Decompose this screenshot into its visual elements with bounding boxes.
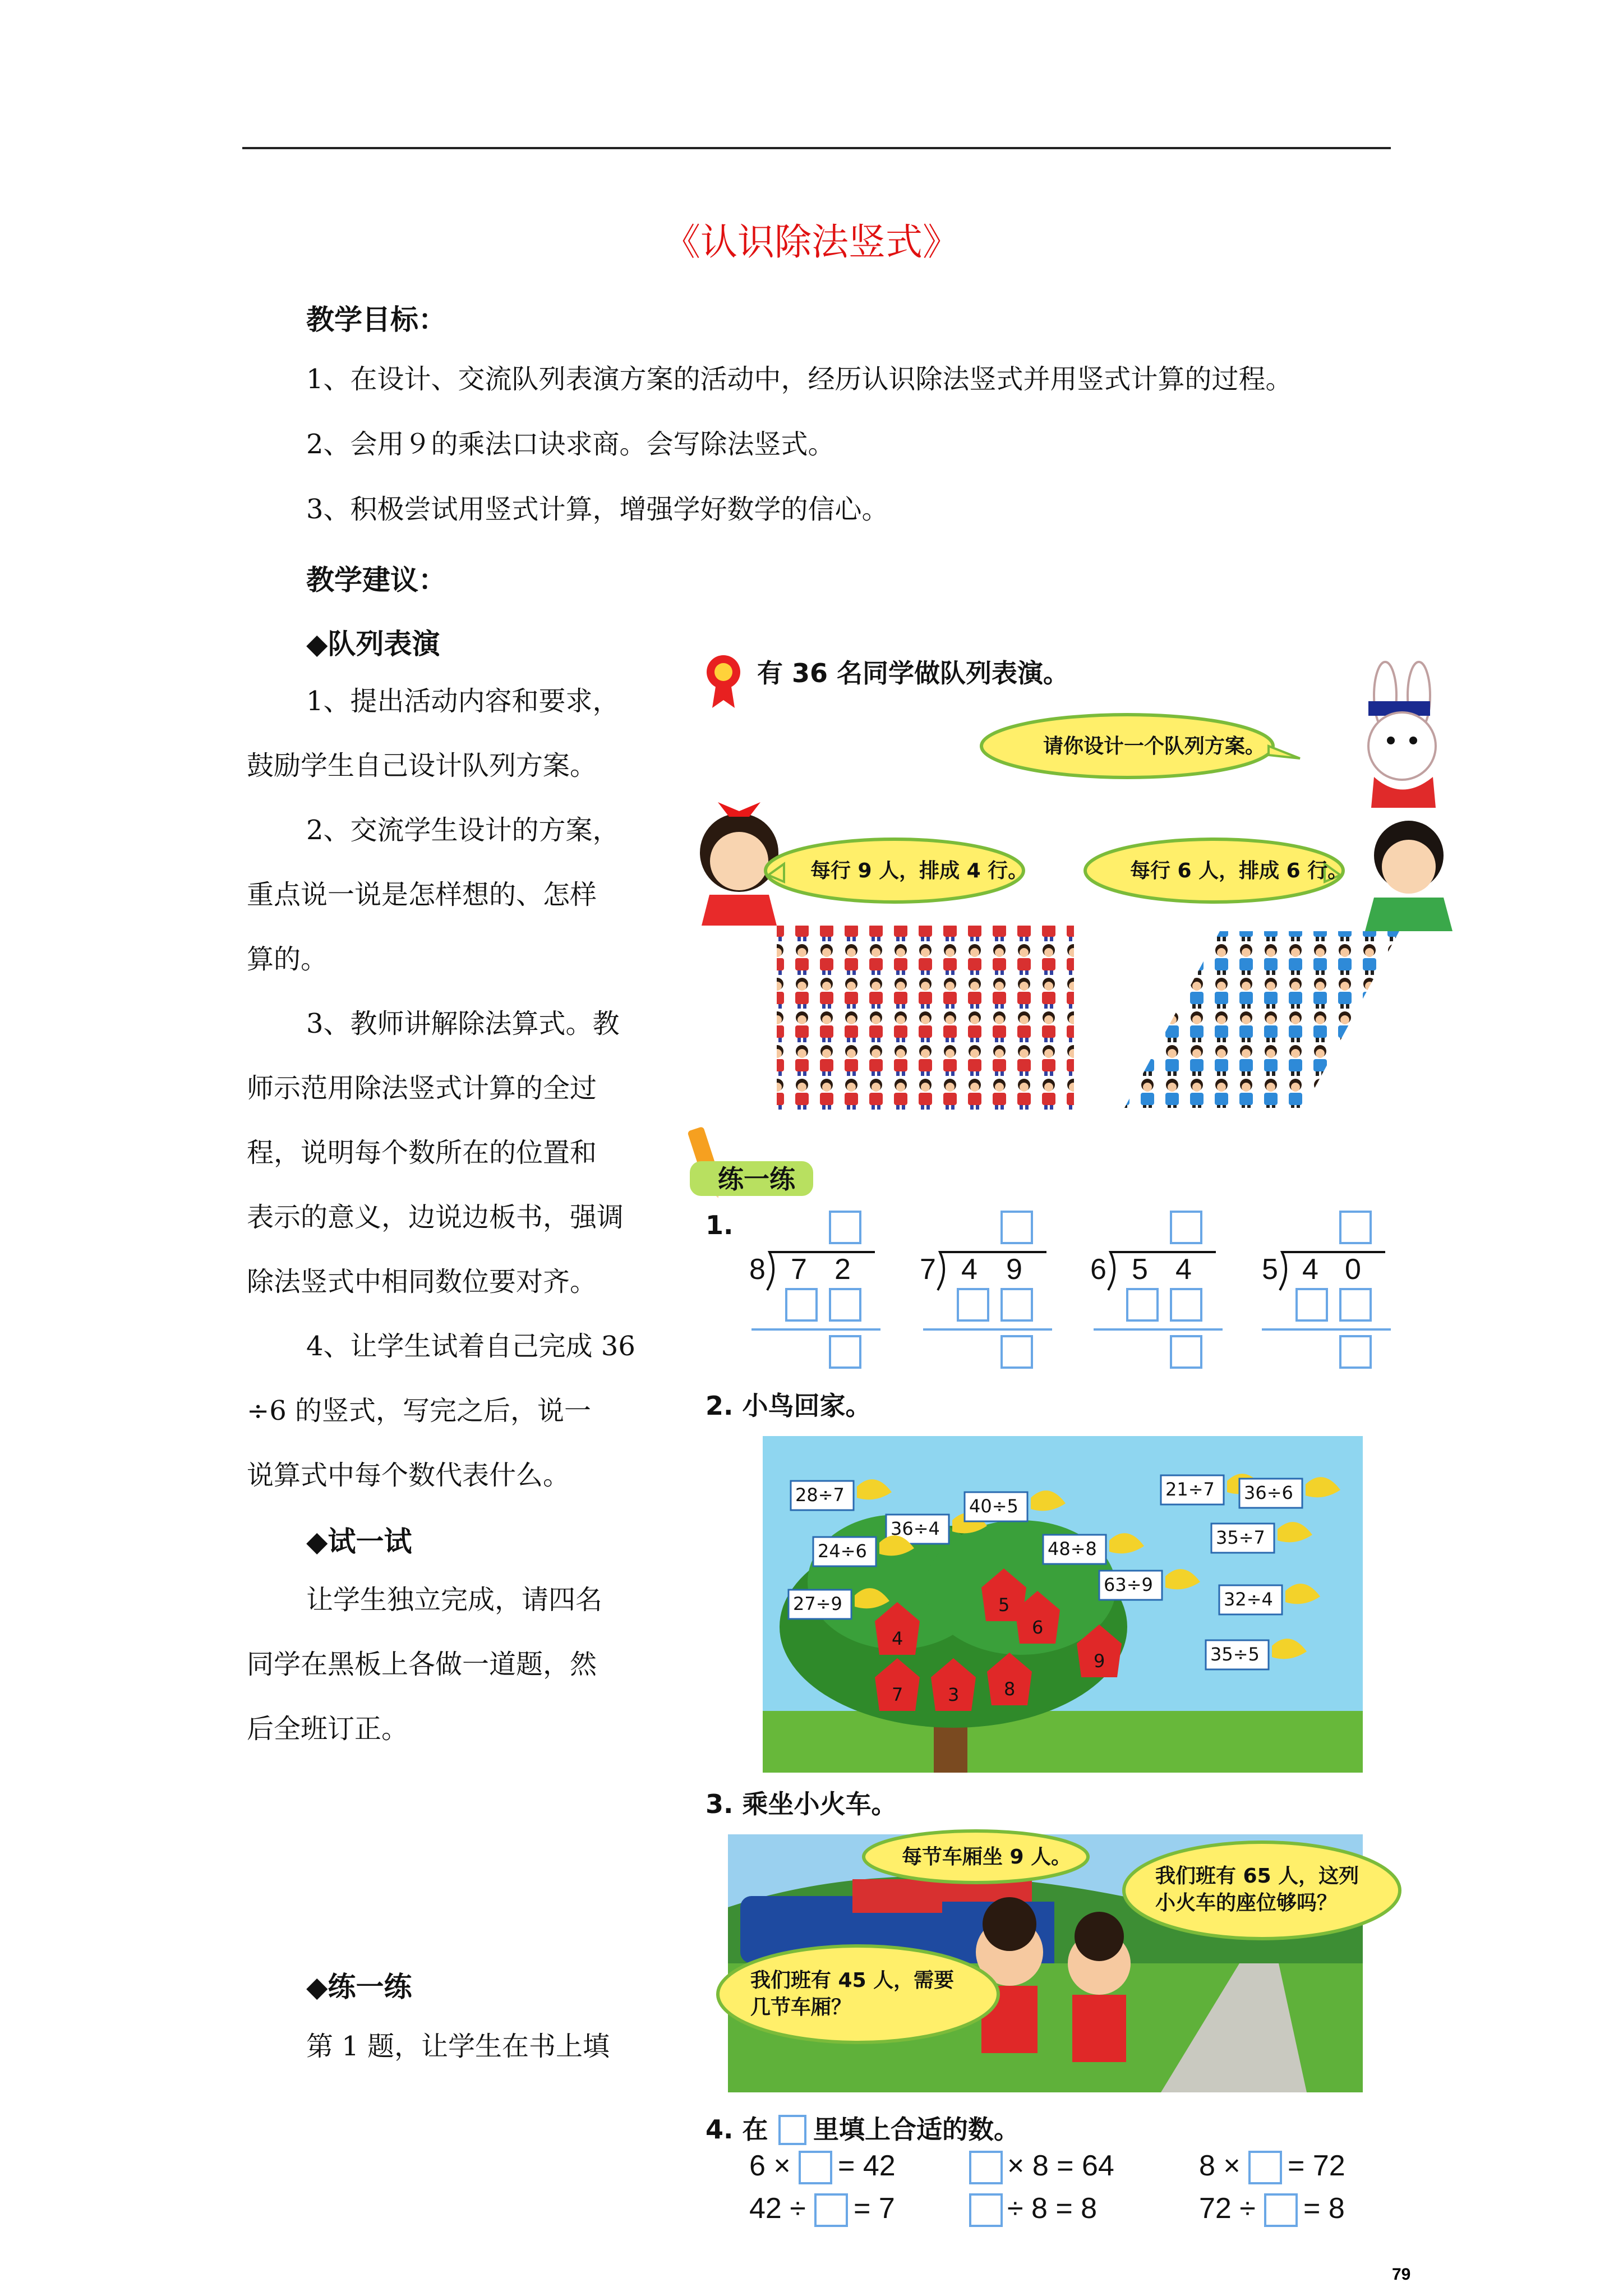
s2-line: 后全班订正。 — [247, 1713, 409, 1745]
eq-left: 42 ÷ — [749, 2192, 806, 2225]
eq-right: = 72 — [1288, 2150, 1345, 2182]
s2-line: 让学生独立完成，请四名 — [306, 1584, 603, 1616]
answer-box[interactable] — [1249, 2152, 1281, 2183]
q4-label: 4. 在 — [706, 2114, 768, 2145]
q4-equation — [1199, 2150, 1345, 2183]
answer-box[interactable] — [1171, 1336, 1201, 1368]
dividend-tens: 4 — [1302, 1253, 1318, 1286]
section-practice-title: ◆练一练 — [306, 1970, 412, 2003]
bird-equation: 27÷9 — [793, 1593, 842, 1614]
dividend-ones: 0 — [1345, 1253, 1361, 1286]
dividend-ones: 2 — [834, 1253, 851, 1286]
answer-box[interactable] — [786, 1289, 817, 1320]
house-number: 6 — [1032, 1617, 1044, 1638]
answer-box[interactable] — [958, 1289, 988, 1320]
house-number: 3 — [948, 1684, 960, 1705]
answer-box[interactable] — [830, 1289, 860, 1320]
train-bubble-2-line1: 我们班有 65 人，这列 — [1155, 1865, 1359, 1888]
answer-box[interactable] — [970, 2194, 1002, 2226]
eq-right: = 8 — [1303, 2192, 1345, 2225]
answer-box[interactable] — [1340, 1289, 1371, 1320]
teacher-bubble-text: 请你设计一个队列方案。 — [1043, 735, 1266, 758]
q2-label: 2. 小鸟回家。 — [706, 1391, 872, 1421]
goal-3: 3、积极尝试用竖式计算，增强学好数学的信心。 — [306, 494, 889, 525]
boy-bubble-text: 每行 6 人，排成 6 行。 — [1130, 859, 1348, 882]
suggest-heading: 教学建议： — [306, 563, 446, 596]
answer-box[interactable] — [800, 2152, 831, 2183]
dividend-tens: 5 — [1132, 1253, 1148, 1286]
s1-line: 鼓励学生自己设计队列方案。 — [247, 750, 597, 781]
bird-equation: 35÷5 — [1210, 1644, 1260, 1665]
s1-line: 1、提出活动内容和要求， — [306, 685, 620, 717]
eq-left: 6 × — [749, 2150, 791, 2182]
train-bubble-2-line2: 小火车的座位够吗？ — [1155, 1892, 1338, 1915]
s3-line: 第 1 题，让学生在书上填 — [306, 2031, 610, 2062]
eq-right: × 8 = 64 — [1007, 2150, 1114, 2182]
divisor: 5 — [1262, 1253, 1278, 1286]
s1-line: 程，说明每个数所在的位置和 — [247, 1137, 597, 1168]
answer-box[interactable] — [1297, 1289, 1327, 1320]
bird-equation: 21÷7 — [1165, 1479, 1215, 1500]
s1-line: 师示范用除法竖式计算的全过 — [247, 1073, 597, 1104]
s1-line: 说算式中每个数代表什么。 — [247, 1460, 570, 1491]
goal-2: 2、会用９的乘法口诀求商。会写除法竖式。 — [306, 429, 835, 460]
figure-intro: 有 36 名同学做队列表演。 — [757, 658, 1069, 688]
answer-box[interactable] — [830, 1212, 860, 1243]
house-number: 9 — [1094, 1650, 1105, 1672]
page-number: 79 — [1392, 2265, 1411, 2284]
practice-label: 练一练 — [718, 1164, 795, 1194]
q1-label: 1. — [706, 1210, 734, 1240]
dividend-ones: 4 — [1175, 1253, 1192, 1286]
house-number: 5 — [998, 1594, 1010, 1616]
s1-line: 重点说一说是怎样想的、怎样 — [247, 879, 597, 910]
s1-line: 表示的意义，边说边板书，强调 — [247, 1202, 624, 1233]
house-number: 7 — [892, 1684, 903, 1705]
dividend-ones: 9 — [1006, 1253, 1022, 1286]
bird-equation: 28÷7 — [795, 1484, 845, 1506]
answer-box[interactable] — [1265, 2194, 1297, 2226]
dividend-tens: 4 — [961, 1253, 978, 1286]
s1-line: 除法竖式中相同数位要对齐。 — [247, 1266, 597, 1297]
divisor: 7 — [920, 1253, 936, 1286]
section-try-title: ◆试一试 — [306, 1525, 412, 1558]
girl-bubble-text: 每行 9 人，排成 4 行。 — [810, 859, 1029, 882]
s1-line: ÷6 的竖式，写完之后，说一 — [247, 1395, 592, 1427]
train-bubble-3-line2: 几节车厢？ — [750, 1996, 852, 2019]
s1-line: 4、让学生试着自己完成 36 — [306, 1331, 635, 1362]
train-bubble-3-line1: 我们班有 45 人，需要 — [750, 1969, 955, 1992]
train-bubble-1-text: 每节车厢坐 9 人。 — [902, 1846, 1072, 1869]
formation-9x4-image — [777, 926, 1074, 1111]
speech-bubble-train-2 — [1124, 1842, 1400, 1939]
rabbit-teacher-icon — [1368, 662, 1436, 808]
division-item-1 — [749, 1212, 880, 1368]
boy-student-icon — [1365, 821, 1453, 931]
page-title: 《认识除法竖式》 — [663, 220, 960, 264]
goal-1: 1、在设计、交流队列表演方案的活动中，经历认识除法竖式并用竖式计算的过程。 — [306, 364, 1293, 395]
bird-equation: 35÷7 — [1216, 1527, 1265, 1548]
answer-box[interactable] — [1002, 1212, 1032, 1243]
formation-6x6-image — [1124, 931, 1399, 1108]
s1-line: 2、交流学生设计的方案， — [306, 815, 620, 846]
answer-box[interactable] — [1127, 1289, 1158, 1320]
answer-box[interactable] — [1340, 1212, 1371, 1243]
bird-equation: 36÷6 — [1244, 1482, 1293, 1503]
q4-equation — [749, 2192, 895, 2226]
q4-equation — [970, 2150, 1114, 2183]
answer-box[interactable] — [1002, 1289, 1032, 1320]
q4-equation — [749, 2150, 896, 2183]
bird-equation: 24÷6 — [818, 1540, 867, 1562]
dividend-tens: 7 — [791, 1253, 807, 1286]
eq-left: 72 ÷ — [1199, 2192, 1256, 2225]
division-item-3 — [1090, 1212, 1223, 1368]
answer-box[interactable] — [1171, 1289, 1201, 1320]
divisor: 6 — [1090, 1253, 1106, 1286]
q4-equation — [1199, 2192, 1345, 2226]
answer-box[interactable] — [1171, 1212, 1201, 1243]
bird-equation: 32÷4 — [1224, 1589, 1273, 1610]
example-box — [780, 2116, 805, 2144]
eq-right: ÷ 8 = 8 — [1007, 2192, 1098, 2225]
eq-right: = 42 — [838, 2150, 896, 2182]
q4-equation — [970, 2192, 1097, 2226]
divisor: 8 — [749, 1253, 766, 1286]
s1-line: 算的。 — [247, 944, 328, 975]
q4-label-rest: 里填上合适的数。 — [813, 2114, 1020, 2145]
division-item-4 — [1262, 1212, 1391, 1368]
answer-box[interactable] — [830, 1336, 860, 1368]
answer-box[interactable] — [970, 2152, 1002, 2183]
bird-equation: 36÷4 — [891, 1518, 940, 1539]
bird-equation: 40÷5 — [969, 1496, 1018, 1517]
bird-equation: 48÷8 — [1048, 1538, 1097, 1559]
house-number: 8 — [1004, 1678, 1016, 1700]
eq-left: 8 × — [1199, 2150, 1241, 2182]
rosette-icon — [707, 655, 740, 708]
answer-box[interactable] — [1002, 1336, 1032, 1368]
goals-heading: 教学目标： — [306, 303, 446, 336]
q3-label: 3. 乘坐小火车。 — [706, 1789, 897, 1819]
house-number: 4 — [892, 1628, 903, 1649]
bird-equation: 63÷9 — [1104, 1574, 1153, 1595]
answer-box[interactable] — [1340, 1336, 1371, 1368]
s2-line: 同学在黑板上各做一道题，然 — [247, 1649, 597, 1680]
section-queue-title: ◆队列表演 — [306, 627, 440, 660]
s1-line: 3、教师讲解除法算式。教 — [306, 1008, 620, 1039]
speech-bubble-train-3 — [718, 1946, 998, 2042]
eq-right: = 7 — [854, 2192, 895, 2225]
answer-box[interactable] — [815, 2194, 847, 2226]
division-item-2 — [920, 1212, 1052, 1368]
